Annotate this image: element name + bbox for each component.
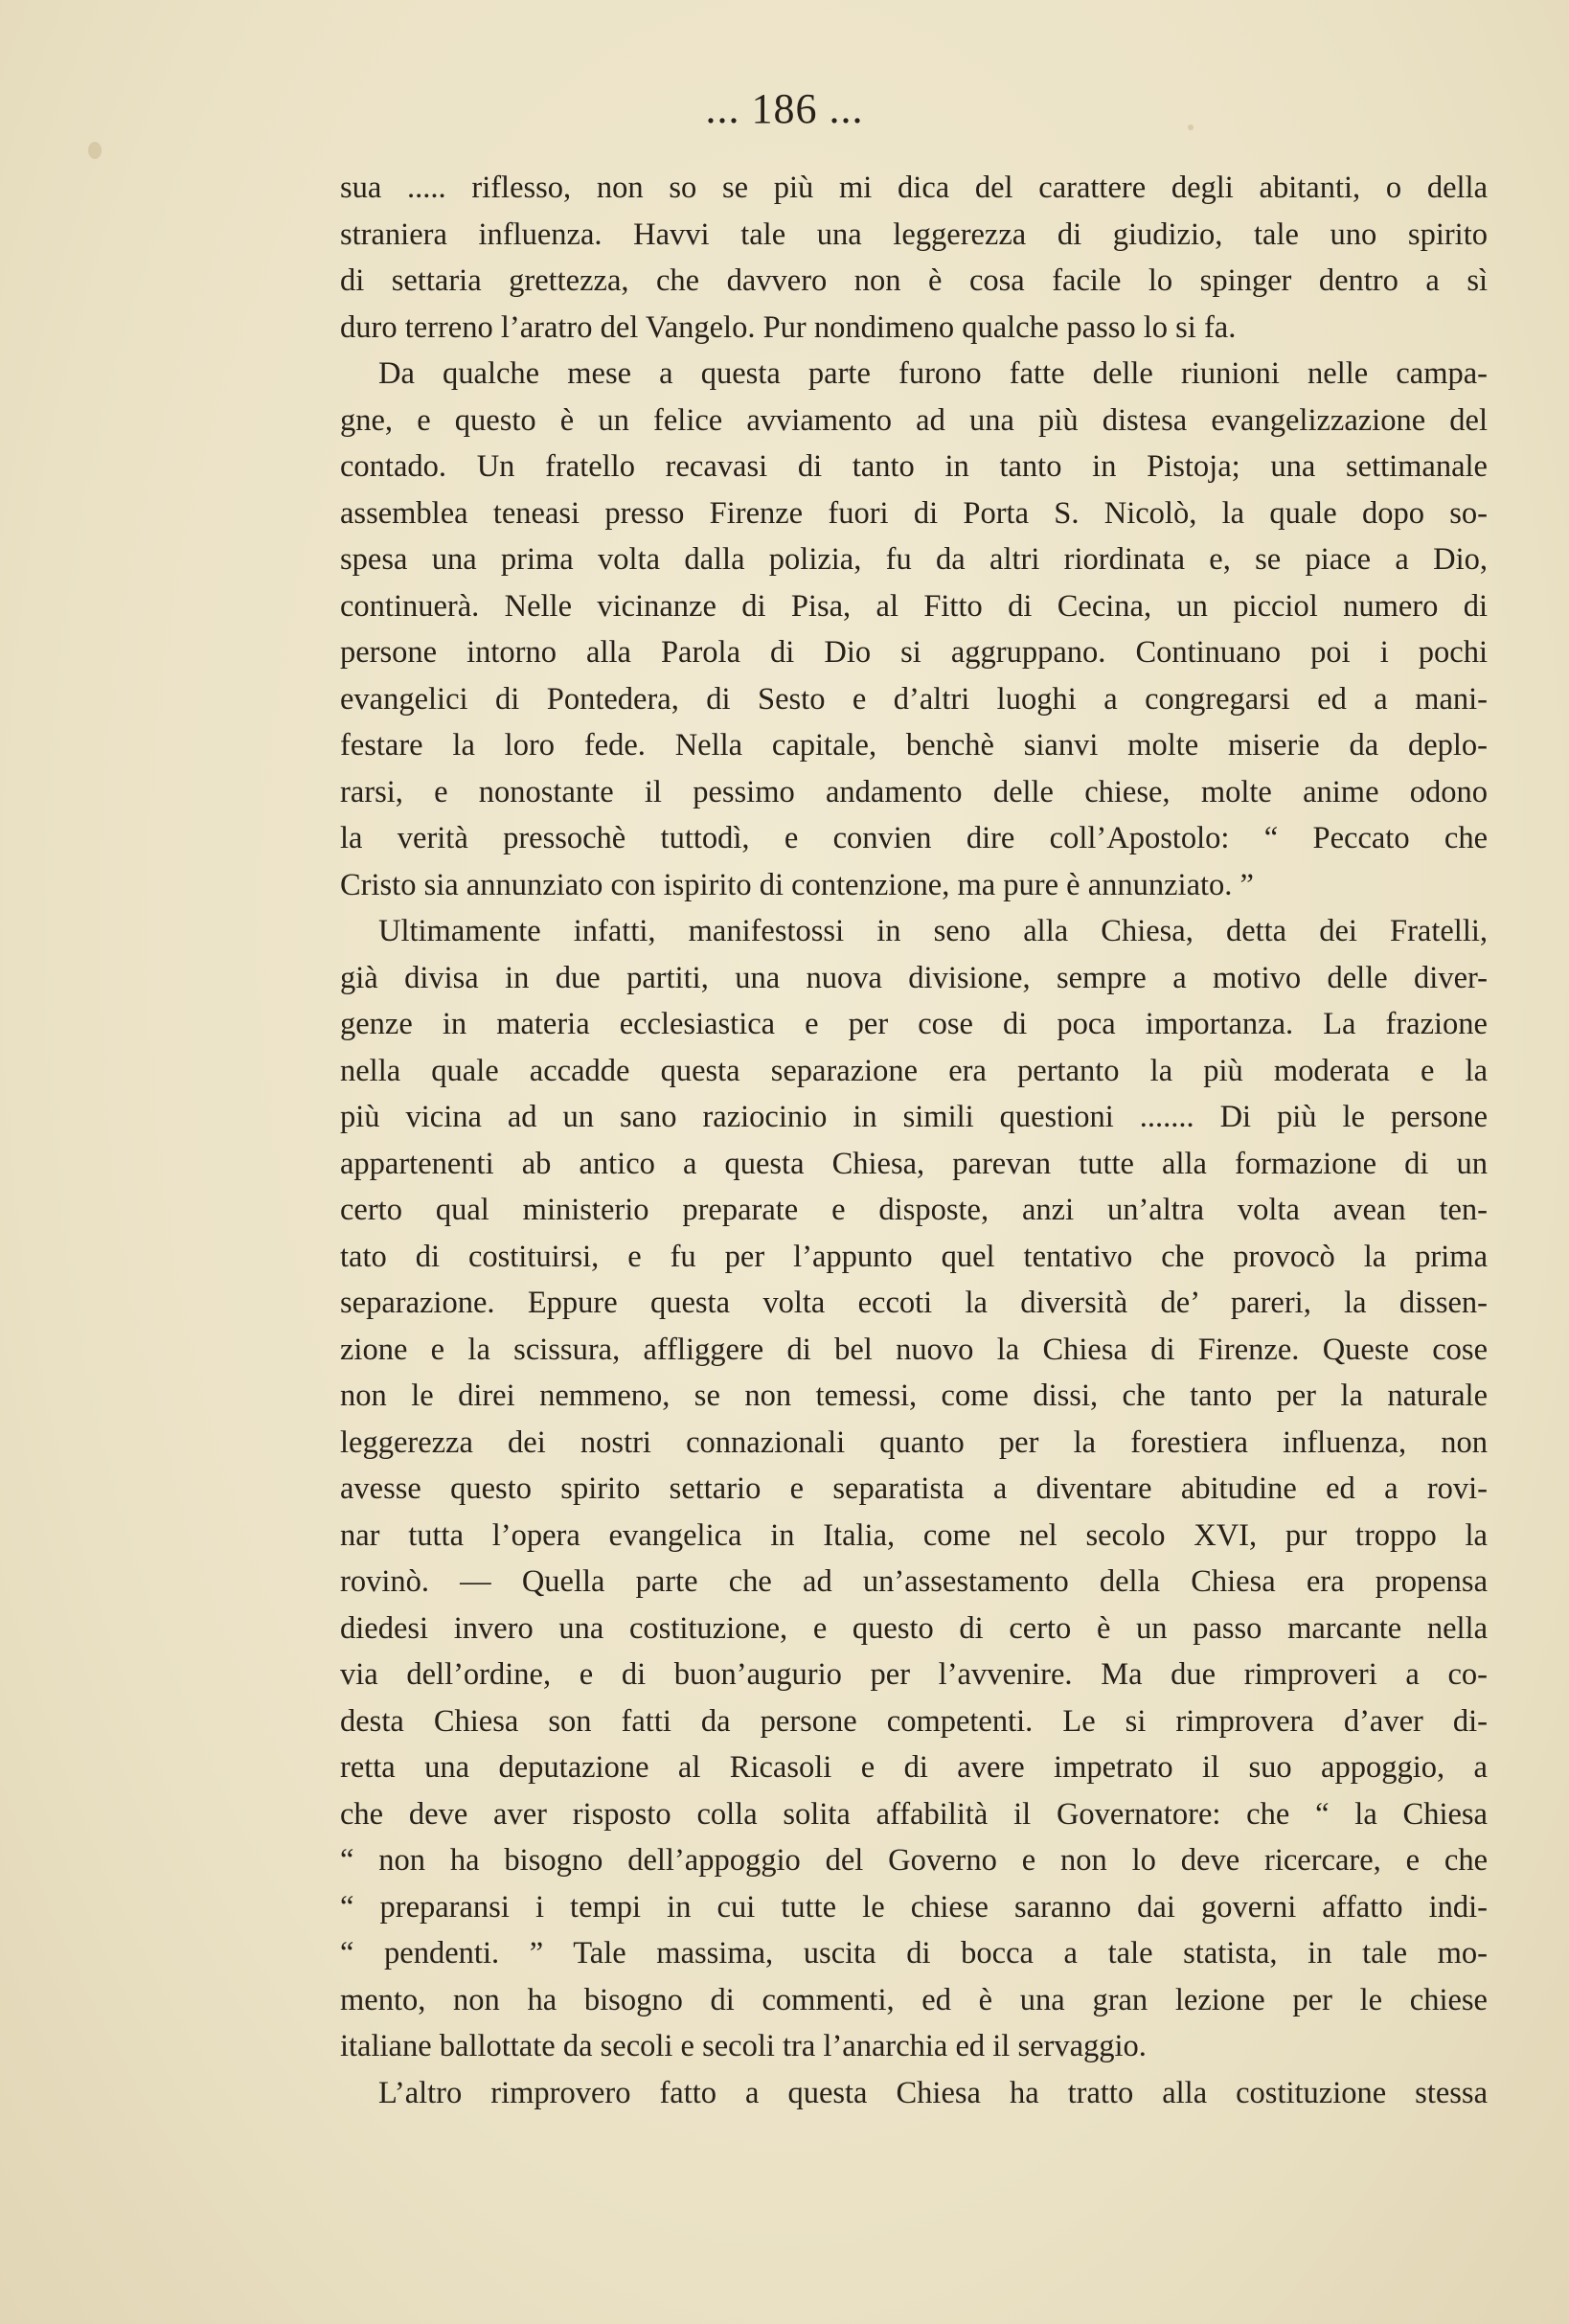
text-line: zione e la scissura, affliggere di bel nuovo la Chiesa di Firenze. Queste cose [340, 1332, 1488, 1367]
text-line: via dell’ordine, e di buon’augurio per l’avvenire. Ma due rimproveri a co- [340, 1657, 1488, 1692]
text-line: separazione. Eppure questa volta eccoti la diversità de’ pareri, la dissen- [340, 1286, 1488, 1320]
text-line: appartenenti ab antico a questa Chiesa, parevan tutte alla formazione di un [340, 1146, 1488, 1181]
text-line: “ non ha bisogno dell’appoggio del Governo e non lo deve ricercare, e che [340, 1843, 1488, 1878]
text-line: Da qualche mese a questa parte furono fatte delle riunioni nelle campa- [378, 356, 1488, 391]
text-line: desta Chiesa son fatti da persone competenti. Le si rimprovera d’aver di- [340, 1703, 1488, 1739]
text-line: rarsi, e nonostante il pessimo andamento delle chiese, molte anime odono [340, 774, 1488, 809]
text-line: italiane ballottate da secoli e secoli tra l’anarchia ed il servaggio. [340, 2029, 1147, 2063]
text-line: la verità pressochè tuttodì, e convien dire coll’Apostolo: “ Peccato che [340, 821, 1488, 855]
text-line: gne, e questo è un felice avviamento ad una più distesa evangelizzazione del [340, 402, 1488, 438]
text-line: continuerà. Nelle vicinanze di Pisa, al Fitto di Cecina, un picciol numero di [340, 588, 1488, 624]
text-line: di settaria grettezza, che davvero non è cosa facile lo spinger dentro a sì [340, 263, 1488, 298]
text-line: contado. Un fratello recavasi di tanto in tanto in Pistoja; una settimanale [340, 449, 1488, 484]
paper-stain [88, 142, 102, 159]
text-line: non le direi nemmeno, se non temessi, come dissi, che tanto per la naturale [340, 1378, 1488, 1413]
page-number: ... 186 ... [705, 85, 864, 132]
text-line: diedesi invero una costituzione, e questo di certo è un passo marcante nella [340, 1610, 1488, 1646]
text-line: “ preparansi i tempi in cui tutte le chiese saranno dai governi affatto indi- [340, 1889, 1488, 1925]
text-line: duro terreno l’aratro del Vangelo. Pur nondimeno qualche passo lo si fa. [340, 309, 1237, 345]
text-line: certo qual ministerio preparate e disposte, anzi un’altra volta avean ten- [340, 1193, 1488, 1227]
text-line: avesse questo spirito settario e separatista a diventare abitudine ed a rovi- [340, 1471, 1488, 1506]
body-text [340, 165, 1488, 2116]
text-line: nar tutta l’opera evangelica in Italia, come nel secolo XVI, pur troppo la [340, 1517, 1488, 1553]
text-line: Cristo sia annunziato con ispirito di contenzione, ma pure è annunziato. ” [340, 867, 1254, 902]
text-line: “ pendenti. ” Tale massima, uscita di bocca a tale statista, in tale mo- [340, 1936, 1488, 1971]
text-line: leggerezza dei nostri connazionali quanto per la forestiera influenza, non [340, 1424, 1488, 1460]
text-line: straniera influenza. Havvi tale una leggerezza di giudizio, tale uno spirito [340, 216, 1488, 252]
text-line: L’altro rimprovero fatto a questa Chiesa ha tratto alla costituzione stessa [378, 2075, 1488, 2110]
text-line: festare la loro fede. Nella capitale, benchè sianvi molte miserie da deplo- [340, 728, 1488, 763]
text-line: spesa una prima volta dalla polizia, fu da altri riordinata e, se piace a Dio, [340, 542, 1488, 577]
text-line: più vicina ad un sano raziocinio in simili questioni ....... Di più le persone [340, 1100, 1488, 1134]
text-line: sua ..... riflesso, non so se più mi dica del carattere degli abitanti, o della [340, 171, 1488, 205]
text-line: persone intorno alla Parola di Dio si aggruppano. Continuano poi i pochi [340, 635, 1488, 670]
text-line: che deve aver risposto colla solita affabilità il Governatore: che “ la Chiesa [340, 1796, 1488, 1832]
text-line: già divisa in due partiti, una nuova divisione, sempre a motivo delle diver- [340, 960, 1488, 995]
text-line: retta una deputazione al Ricasoli e di avere impetrato il suo appoggio, a [340, 1750, 1488, 1785]
text-line: tato di costituirsi, e fu per l’appunto quel tentativo che provocò la prima [340, 1239, 1488, 1274]
text-line: rovinò. — Quella parte che ad un’assestamento della Chiesa era propensa [340, 1564, 1488, 1599]
text-line: evangelici di Pontedera, di Sesto e d’altri luoghi a congregarsi ed a mani- [340, 681, 1488, 717]
text-line: nella quale accadde questa separazione era pertanto la più moderata e la [340, 1053, 1488, 1088]
text-line: mento, non ha bisogno di commenti, ed è una gran lezione per le chiese [340, 1982, 1488, 2017]
text-line: genze in materia ecclesiastica e per cose di poca importanza. La frazione [340, 1007, 1488, 1041]
text-line: Ultimamente infatti, manifestossi in seno alla Chiesa, detta dei Fratelli, [378, 914, 1488, 948]
text-line: assemblea teneasi presso Firenze fuori di Porta S. Nicolò, la quale dopo so- [340, 495, 1488, 531]
